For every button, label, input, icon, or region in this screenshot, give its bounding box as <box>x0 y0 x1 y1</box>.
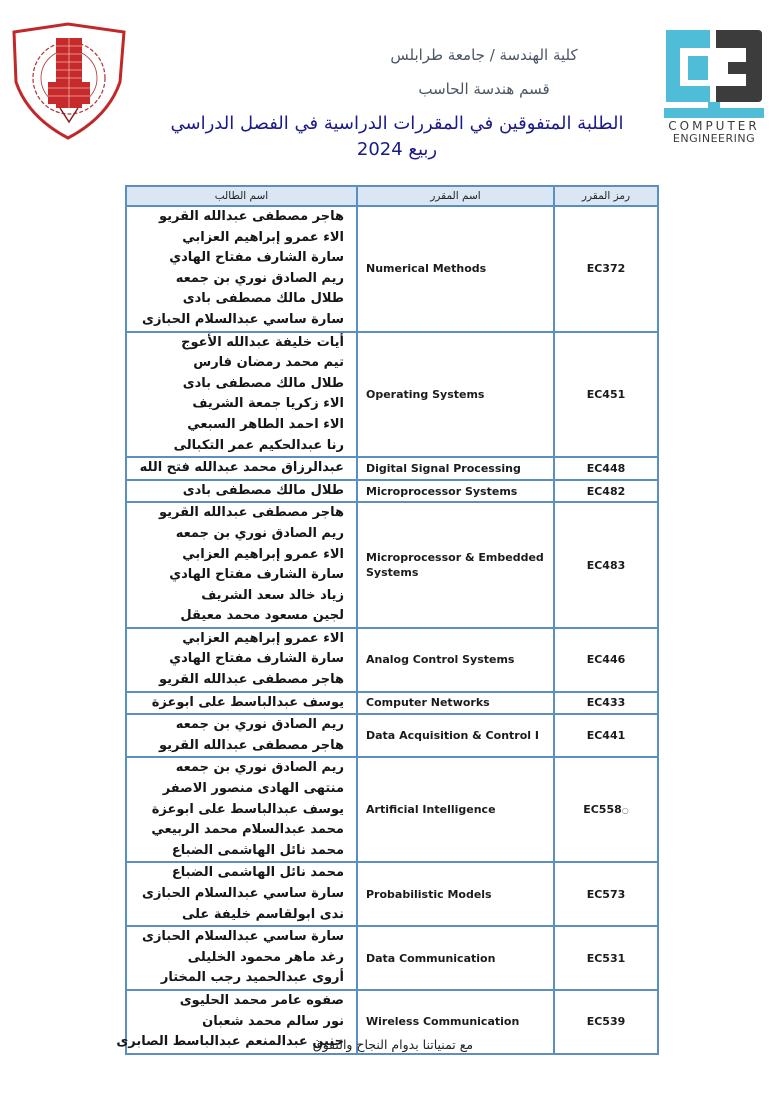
student-name: عبدالرزاق محمد عبدالله فتح الله <box>139 460 344 476</box>
student-name: الاء احمد الطاهر السبعي <box>187 416 344 432</box>
student-name: محمد نائل الهاشمى الضباع <box>171 842 344 858</box>
student-name: طلال مالك مصطفى بادى <box>182 482 344 498</box>
student-name: هاجر مصطفى عبدالله القريو <box>159 672 344 688</box>
table-row <box>126 926 658 990</box>
student-name: أيات خليفة عبدالله الأعوج <box>181 334 344 350</box>
table-row <box>126 628 658 692</box>
student-name: ريم الصادق نوري بن جمعه <box>175 270 344 286</box>
student-name: ندى ابولقاسم خليفة على <box>181 906 344 922</box>
course-name-cell: Microprocessor Systems <box>357 480 554 503</box>
table-body <box>116 206 658 1054</box>
student-name: طلال مالك مصطفى بادى <box>182 291 344 307</box>
course-code-cell <box>554 862 658 926</box>
student-name: سارة ساسي عبدالسلام الحبازى <box>142 929 344 945</box>
student-names-cell <box>126 757 357 862</box>
student-name: يوسف عبدالباسط على ابوعزة <box>151 801 344 817</box>
table-header-row <box>126 186 658 206</box>
course-code-cell <box>554 206 658 332</box>
student-names-cell <box>126 862 357 926</box>
student-name: رنا عبدالحكيم عمر التكبالى <box>173 437 344 453</box>
student-name: سارة الشارف مفتاح الهادي <box>169 250 344 266</box>
student-name: الاء عمرو إبراهيم العزابي <box>182 546 344 562</box>
course-code-cell <box>554 502 658 628</box>
course-name-cell: Probabilistic Models <box>357 862 554 926</box>
student-name: حنين عبدالمنعم عبدالباسط الصابرى <box>116 1034 344 1050</box>
department-heading: قسم هندسة الحاسب <box>418 80 550 98</box>
course-code-cell <box>554 692 658 715</box>
student-names-cell <box>126 502 357 628</box>
student-names-cell <box>126 332 357 458</box>
student-name: يوسف عبدالباسط على ابوعزة <box>151 694 344 710</box>
course-code: EC558 <box>583 803 622 817</box>
table-row <box>126 457 658 480</box>
page-title: الطلبة المتفوقين في المقررات الدراسية في الفصل الدراسي <box>170 113 624 134</box>
table-row <box>126 862 658 926</box>
column-header-student: اسم الطالب <box>126 186 357 206</box>
course-code: EC531 <box>586 951 626 965</box>
student-name: ريم الصادق نوري بن جمعه <box>175 525 344 541</box>
course-code-cell <box>554 757 658 862</box>
student-name: هاجر مصطفى عبدالله القريو <box>159 209 344 224</box>
table-row <box>126 757 658 862</box>
course-name-cell: Analog Control Systems <box>357 628 554 692</box>
course-name-cell: Data Acquisition & Control I <box>357 714 554 757</box>
student-name: محمد نائل الهاشمى الضباع <box>171 865 344 881</box>
student-name: طلال مالك مصطفى بادى <box>182 375 344 391</box>
course-code: EC372 <box>586 262 626 276</box>
course-code: EC451 <box>586 387 626 401</box>
student-name: ريم الصادق نوري بن جمعه <box>175 717 344 733</box>
student-name: ريم الصادق نوري بن جمعه <box>175 760 344 776</box>
student-name: الاء عمرو إبراهيم العزابي <box>182 630 344 646</box>
faculty-heading: كلية الهندسة / جامعة طرابلس <box>390 46 578 64</box>
term-heading: ربيع 2024 <box>356 139 438 160</box>
student-name: سارة الشارف مفتاح الهادي <box>169 567 344 583</box>
footer-note: مع تمنياتنا بدوام النجاح والتفوق <box>312 1037 474 1052</box>
student-name: لجين مسعود محمد معيقل <box>180 608 344 624</box>
student-names-cell <box>126 628 357 692</box>
column-header-course: اسم المقرر <box>357 186 554 206</box>
logo-text-line2: ENGINEERING <box>672 132 756 144</box>
course-code-cell <box>554 480 658 503</box>
top-students-table <box>116 185 659 1055</box>
table-row <box>126 206 658 332</box>
course-code: EC483 <box>586 558 626 572</box>
student-names-cell <box>126 206 357 332</box>
student-name: هاجر مصطفى عبدالله القريو <box>159 737 344 753</box>
course-name-cell: Microprocessor & Embedded Systems <box>357 502 554 628</box>
course-name-cell: Digital Signal Processing <box>357 457 554 480</box>
course-code: EC446 <box>586 653 626 667</box>
student-name: سارة ساسي عبدالسلام الحبازى <box>142 886 344 901</box>
table-row <box>126 692 658 715</box>
edit-marker-icon: ○ <box>621 806 629 816</box>
course-code: EC539 <box>586 1015 626 1029</box>
course-name-cell: Artificial Intelligence <box>357 757 554 862</box>
student-names-cell <box>126 692 357 715</box>
course-code: EC573 <box>586 887 626 901</box>
student-name: سارة الشارف مفتاح الهادي <box>169 651 344 667</box>
course-name-cell: Wireless Communication <box>357 990 554 1054</box>
student-names-cell <box>126 457 357 480</box>
table-row <box>126 502 658 628</box>
student-names-cell <box>126 714 357 757</box>
course-code: EC433 <box>586 696 626 710</box>
student-name: زياد خالد سعد الشريف <box>201 587 344 603</box>
logo-text-line1: COMPUTER <box>668 119 760 133</box>
course-name-cell: Numerical Methods <box>357 206 554 332</box>
student-name: أروى عبدالحميد رجب المختار <box>160 970 344 986</box>
student-name: تيم محمد رمضان فارس <box>193 355 344 371</box>
student-name: هاجر مصطفى عبدالله القريو <box>159 505 344 521</box>
course-code-cell <box>554 332 658 458</box>
table-row <box>126 332 658 458</box>
student-name: الاء عمرو إبراهيم العزابي <box>182 229 344 245</box>
course-code-cell <box>554 714 658 757</box>
student-name: منتهى الهادى منصور الاصفر <box>162 781 344 797</box>
student-name: صفوه عامر محمد الحليوى <box>179 992 344 1008</box>
table-row <box>126 480 658 503</box>
course-name-cell: Computer Networks <box>357 692 554 715</box>
student-name: محمد عبدالسلام محمد الربيعي <box>151 822 344 838</box>
course-name-cell: Data Communication <box>357 926 554 990</box>
course-code: EC482 <box>586 484 626 498</box>
student-names-cell <box>126 480 357 503</box>
course-name-cell: Operating Systems <box>357 332 554 458</box>
table-row <box>126 714 658 757</box>
course-code-cell <box>554 457 658 480</box>
course-code-cell <box>554 628 658 692</box>
student-name: رغد ماهر محمود الخليلى <box>187 949 344 965</box>
course-code: EC441 <box>586 729 626 743</box>
course-code-cell <box>554 926 658 990</box>
student-name: سارة ساسي عبدالسلام الحبازى <box>142 311 344 327</box>
student-name: الاء زكريا جمعة الشريف <box>192 396 344 412</box>
course-code: EC448 <box>586 461 626 475</box>
student-name: نور سالم محمد شعبان <box>202 1013 344 1029</box>
column-header-code: رمز المقرر <box>554 186 658 206</box>
student-names-cell <box>126 926 357 990</box>
